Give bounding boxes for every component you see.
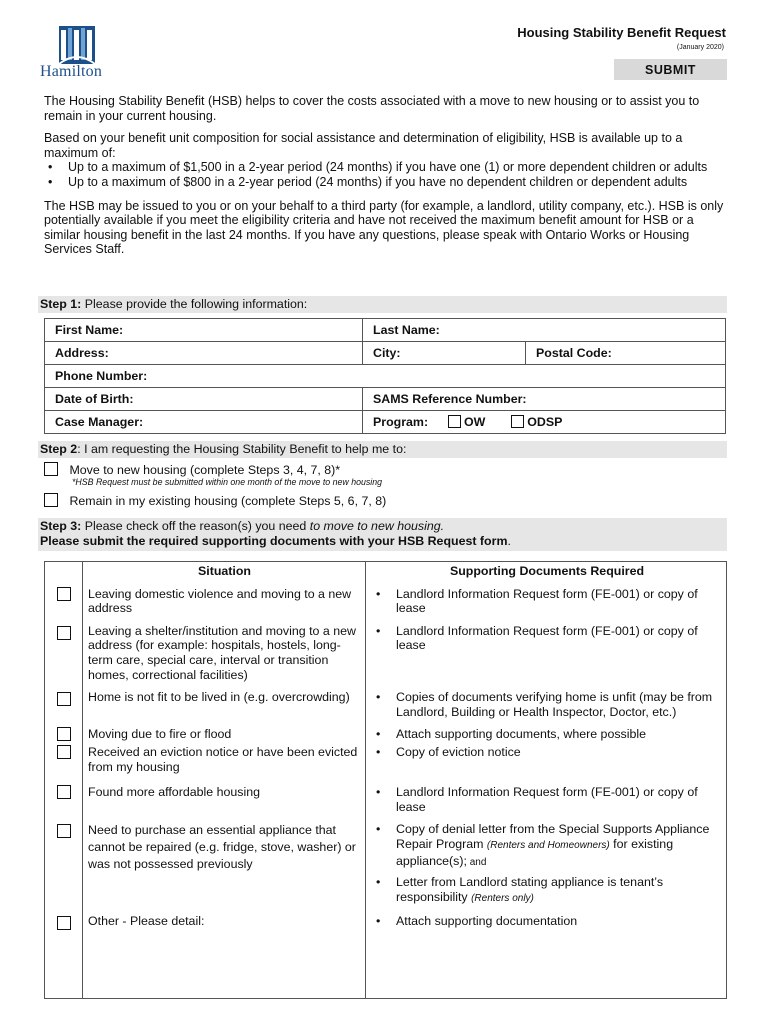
benefit-list xyxy=(44,160,724,189)
first-name-label: First Name: xyxy=(55,322,124,337)
document-text-qualifier: (Renters and Homeowners) xyxy=(486,839,610,851)
situation-text: Found more affordable housing xyxy=(83,783,366,820)
situation-checkbox-eviction[interactable] xyxy=(57,745,71,759)
program-odsp-label: ODSP xyxy=(527,414,563,429)
last-name-label: Last Name: xyxy=(373,322,440,337)
postal-code-label: Postal Code: xyxy=(536,345,612,360)
form-date: (January 2020) xyxy=(676,44,724,51)
situation-checkbox-affordable[interactable] xyxy=(57,785,71,799)
document-item: • Attach supporting documents, where possible xyxy=(374,727,720,742)
move-option xyxy=(44,462,340,478)
intro-paragraph-3: The HSB may be issued to you or on your behalf to a third party (for example, a landlord, utility company, etc.). HSB is only potentially available if you meet the eligibility criteria and have not received the maximum benefit amount for HSB or a similar housing benefit in the last 24 months. If you have any questions, please speak with Ontario Works or Housing Services Staff. xyxy=(44,198,724,257)
intro-paragraph-1: The Housing Stability Benefit (HSB) helps to cover the costs associated with a move to new housing or to assist you to remain in your current housing. xyxy=(44,94,700,123)
benefit-item-no-dependents: • Up to a maximum of $800 in a 2-year period (24 months) if you have no dependent children or dependent adults xyxy=(44,175,724,190)
checkbox-column-header xyxy=(45,562,83,585)
document-text-qualifier: (Renters only) xyxy=(471,892,534,904)
situation-table xyxy=(44,561,727,999)
program-odsp-checkbox[interactable] xyxy=(511,415,524,428)
city-label: City: xyxy=(373,345,401,360)
table-row xyxy=(45,622,727,688)
situation-checkbox-appliance[interactable] xyxy=(57,824,71,838)
submit-button[interactable]: SUBMIT xyxy=(614,59,727,80)
address-field[interactable] xyxy=(45,342,363,365)
document-item-denial-letter xyxy=(374,822,720,870)
logo-text: Hamilton xyxy=(40,63,103,80)
program-label: Program: xyxy=(373,414,429,429)
case-manager-label: Case Manager: xyxy=(55,414,144,429)
situation-text[interactable]: Other - Please detail: xyxy=(83,912,366,998)
document-item: • Landlord Information Request form (FE-001) or copy of lease xyxy=(374,624,720,653)
applicant-info-table xyxy=(44,318,726,434)
table-row xyxy=(45,725,727,743)
move-option-note: *HSB Request must be submitted within one month of the move to new housing xyxy=(72,477,383,487)
document-item: • Copy of eviction notice xyxy=(374,745,720,760)
documents-column-header: Supporting Documents Required xyxy=(366,562,727,585)
remain-option-checkbox[interactable] xyxy=(44,493,58,507)
table-row xyxy=(45,585,727,622)
step1-header xyxy=(38,296,727,313)
phone-label: Phone Number: xyxy=(55,368,148,383)
program-field xyxy=(363,411,726,434)
step3-instruction: Please submit the required supporting documents with your HSB Request form xyxy=(40,534,508,548)
move-option-label: Move to new housing (complete Steps 3, 4, 7, 8)* xyxy=(69,463,341,477)
case-manager-field[interactable] xyxy=(45,411,363,434)
dob-label: Date of Birth: xyxy=(55,391,134,406)
first-name-field[interactable] xyxy=(45,319,363,342)
table-row xyxy=(45,820,727,912)
situation-column-header: Situation xyxy=(83,562,366,585)
document-item-landlord-letter xyxy=(374,875,720,906)
step3-header xyxy=(38,518,727,551)
benefit-item-dependents: • Up to a maximum of $1,500 in a 2-year period (24 months) if you have one (1) or more dependent children or adults xyxy=(44,160,724,175)
dob-field[interactable] xyxy=(45,388,363,411)
move-option-checkbox[interactable] xyxy=(44,462,58,476)
remain-option xyxy=(44,493,386,509)
sams-label: SAMS Reference Number: xyxy=(373,391,527,406)
intro-paragraph-2: Based on your benefit unit composition for social assistance and determination of eligibility, HSB is available up to a maximum of: xyxy=(44,131,683,160)
step3-label: Step 3: xyxy=(40,519,82,533)
remain-option-label: Remain in my existing housing (complete Steps 5, 6, 7, 8) xyxy=(69,494,387,508)
table-row xyxy=(45,743,727,783)
step2-label: Step 2 xyxy=(40,442,78,456)
step2-text: : I am requesting the Housing Stability Benefit to help me to: xyxy=(77,442,407,456)
step3-instruction-end: . xyxy=(507,534,511,548)
situation-text: Leaving a shelter/institution and moving to a new address (for example: hospitals, hostels, long-term care, special care, interval or transition homes, correctional facilities) xyxy=(83,622,366,688)
sams-field[interactable] xyxy=(363,388,726,411)
form-title: Housing Stability Benefit Request xyxy=(517,25,726,40)
step3-text-italic: to move to new housing. xyxy=(309,519,445,533)
document-text: Copy of denial letter from the Special Supports Appliance Repair Program xyxy=(396,822,710,851)
document-item: • Landlord Information Request form (FE-001) or copy of lease xyxy=(374,587,720,616)
city-field[interactable] xyxy=(363,342,526,365)
last-name-field[interactable] xyxy=(363,319,726,342)
document-item: • Copies of documents verifying home is unfit (may be from Landlord, Building or Health Inspector, Doctor, etc.) xyxy=(374,690,720,719)
situation-checkbox-domestic-violence[interactable] xyxy=(57,587,71,601)
step2-header xyxy=(38,441,727,458)
situation-checkbox-shelter[interactable] xyxy=(57,626,71,640)
step1-text: Please provide the following information: xyxy=(84,297,308,311)
program-ow-label: OW xyxy=(464,414,486,429)
table-row xyxy=(45,688,727,725)
table-row xyxy=(45,783,727,820)
phone-field[interactable] xyxy=(45,365,726,388)
step3-text: Please check off the reason(s) you need xyxy=(81,519,310,533)
situation-text: Home is not fit to be lived in (e.g. overcrowding) xyxy=(83,688,366,725)
situation-checkbox-unfit-home[interactable] xyxy=(57,692,71,706)
situation-checkbox-other[interactable] xyxy=(57,916,71,930)
situation-text: Leaving domestic violence and moving to a new address xyxy=(83,585,366,622)
situation-checkbox-fire-flood[interactable] xyxy=(57,727,71,741)
situation-text: Received an eviction notice or have been evicted from my housing xyxy=(83,743,366,783)
postal-code-field[interactable] xyxy=(526,342,726,365)
document-text: Letter from Landlord stating appliance is tenant’s responsibility xyxy=(396,875,664,904)
document-item: • Landlord Information Request form (FE-001) or copy of lease xyxy=(374,785,720,814)
situation-text: Moving due to fire or flood xyxy=(83,725,366,743)
intro-section xyxy=(44,94,724,265)
step1-label: Step 1: xyxy=(40,297,82,311)
document-text: for existing appliance(s); xyxy=(396,836,674,868)
document-text-and: and xyxy=(466,856,487,868)
document-item: • Attach supporting documentation xyxy=(374,914,720,929)
program-ow-checkbox[interactable] xyxy=(448,415,461,428)
table-row xyxy=(45,912,727,998)
situation-text: Need to purchase an essential appliance that cannot be repaired (e.g. fridge, stove, washer) or was not possessed previously xyxy=(83,820,366,912)
address-label: Address: xyxy=(55,345,109,360)
